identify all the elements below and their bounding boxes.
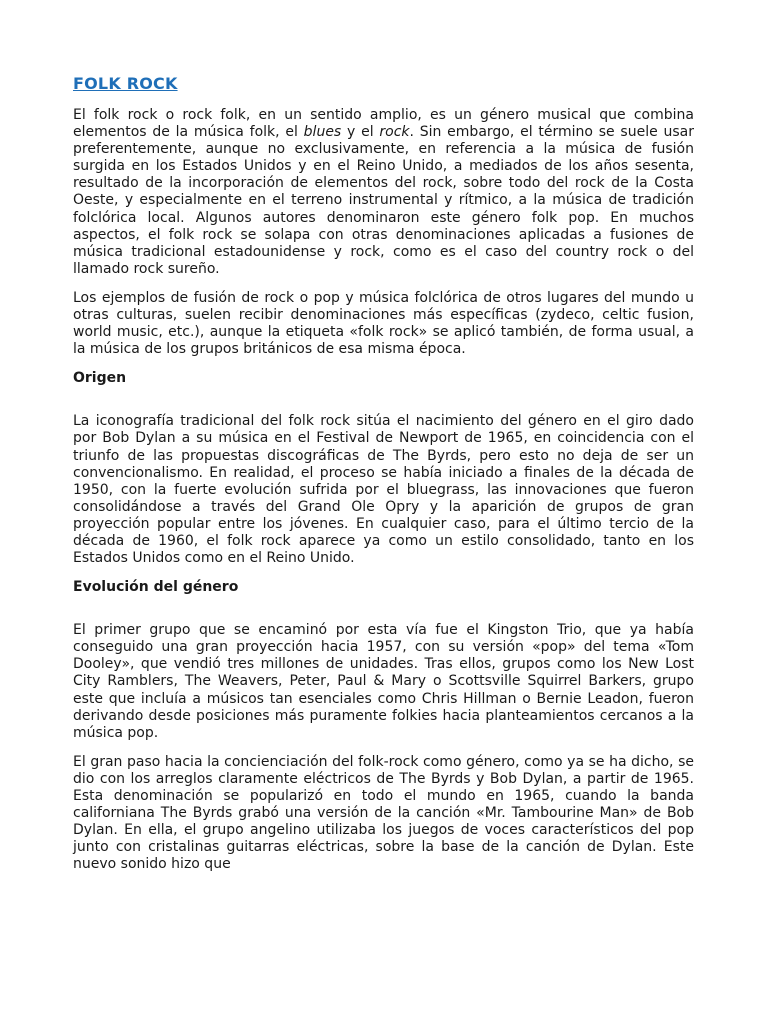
paragraph-intro bbox=[73, 107, 694, 278]
heading-origen: Origen bbox=[73, 370, 127, 387]
paragraph-origen: La iconografía tradicional del folk rock sitúa el nacimiento del género en el giro dado por Bob Dylan a su música en el Festival de Newport de 1965, en coincidencia con el triunfo de las propuestas discográficas de The Byrds, pero esto no deja de ser un convencionalismo. En realidad, el proceso se había iniciado a finales de la década de 1950, con la fuerte evolución sufrida por el bluegrass, las innovaciones que fueron consolidándose a través del Grand Ole Opry y la aparición de grupos de gran proyección popular entre los jóvenes. En cualquier caso, para el último tercio de la década de 1960, el folk rock aparece ya como un estilo consolidado, tanto en los Estados Unidos como en el Reino Unido. bbox=[73, 413, 694, 567]
intro-text-3: . Sin embargo, el término se suele usar preferentemente, aunque no exclusivamente, en referencia a la música de fusión surgida en los Estados Unidos y en el Reino Unido, a mediados de los años sesenta, resultado de la incorporación de elementos del rock, sobre todo del rock de la Costa Oeste, y especialmente en el terreno instrumental y rítmico, a la música de tradición folclórica local. Algunos autores denominaron este género folk pop. En muchos aspectos, el folk rock se solapa con otras denominaciones aplicadas a fusiones de música tradicional estadounidense y rock, como es el caso del country rock o del llamado rock sureño. bbox=[73, 124, 694, 277]
page-title[interactable]: FOLK ROCK bbox=[73, 74, 178, 93]
intro-text-2: y el bbox=[341, 124, 380, 141]
paragraph-fusion: Los ejemplos de fusión de rock o pop y música folclórica de otros lugares del mundo u otras culturas, suelen recibir denominaciones más específicas (zydeco, celtic fusion, world music, etc.), aunque la etiqueta «folk rock» se aplicó también, de forma usual, a la música de los grupos británicos de esa misma época. bbox=[73, 289, 694, 358]
paragraph-kingston: El primer grupo que se encaminó por esta vía fue el Kingston Trio, que ya había conseguido una gran proyección hacia 1957, con su versión «pop» del tema «Tom Dooley», que vendió tres millones de unidades. Tras ellos, grupos como los New Lost City Ramblers, The Weavers, Peter, Paul & Mary o Scottsville Squirrel Barkers, grupo este que incluía a músicos tan esenciales como Chris Hillman o Bernie Leadon, fueron derivando desde posiciones más puramente folkies hacia planteamientos cercanos a la música pop. bbox=[73, 622, 694, 741]
intro-text-1: El folk rock o rock folk, en un sentido amplio, es un género musical que combina elementos de la música folk, el bbox=[73, 107, 694, 141]
heading-evolucion: Evolución del género bbox=[73, 579, 239, 596]
blues-term: blues bbox=[303, 124, 342, 141]
paragraph-byrds: El gran paso hacia la concienciación del folk-rock como género, como ya se ha dicho, se dio con los arreglos claramente eléctricos de The Byrds y Bob Dylan, a partir de 1965. Esta denominación se popularizó en todo el mundo en 1965, cuando la banda californiana The Byrds grabó una versión de la canción «Mr. Tambourine Man» de Bob Dylan. En ella, el grupo angelino utilizaba los juegos de voces característicos del pop junto con cristalinas guitarras eléctricas, sobre la base de la canción de Dylan. Este nuevo sonido hizo que bbox=[73, 753, 694, 873]
document-page bbox=[73, 74, 694, 885]
rock-term: rock bbox=[379, 124, 410, 141]
